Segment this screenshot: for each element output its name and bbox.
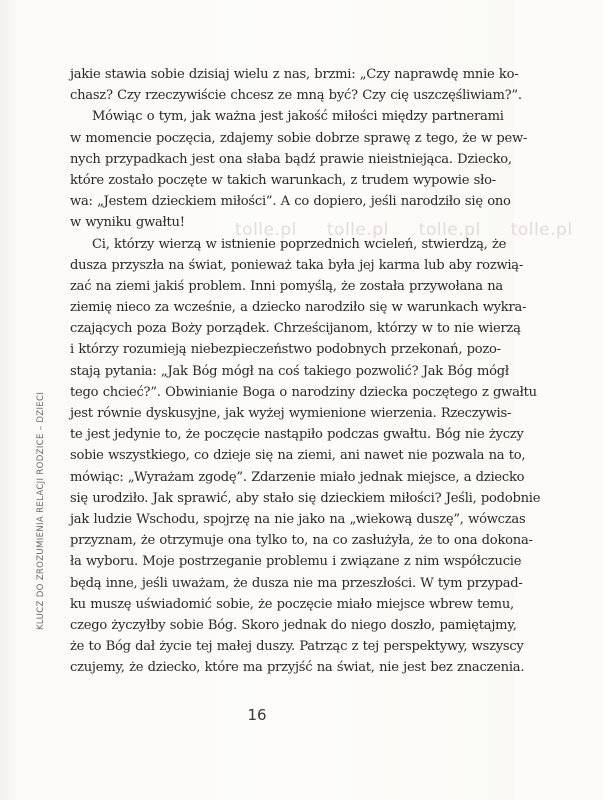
text-line: tego chcieć?”. Obwinianie Boga o narodziny dziecka poczętego z gwałtu	[70, 384, 537, 400]
text-line: czujemy, że dziecko, które ma przyjść na świat, nie jest bez znaczenia.	[70, 660, 525, 676]
watermark-text: tolle.pl	[235, 220, 297, 240]
page-number: 16	[247, 706, 267, 724]
text-line: jak ludzie Wschodu, spojrzę na nie jako na „wiekową duszę”, wówczas	[70, 511, 526, 527]
text-line: wa: „Jestem dzieckiem miłości”. A co dopiero, jeśli narodziło się ono	[70, 194, 511, 210]
text-line: chasz? Czy rzeczywiście chcesz ze mną być? Czy cię uszczęśliwiam?”.	[70, 88, 522, 104]
text-line: sobie wszystkiego, co dzieje się na ziemi, ani nawet nie pozwala na to,	[70, 448, 526, 464]
watermark-text: tolle.pl	[326, 220, 389, 240]
text-line: stają pytania: „Jak Bóg mógł na coś takiego pozwolić? Jak Bóg mógł	[70, 363, 509, 379]
text-line: w wyniku gwałtu!	[70, 215, 185, 231]
text-line: dusza przyszła na świat, ponieważ taka była jej karma lub aby rozwią-	[70, 257, 523, 273]
watermark-text: tolle.pl	[418, 220, 481, 240]
text-line: Ci, którzy wierzą w istnienie poprzednich wcieleń, stwierdzą, że	[92, 236, 507, 252]
text-line: że to Bóg dał życie tej małej duszy. Patrząc z tej perspektywy, wszyscy	[70, 639, 524, 655]
text-line: przyznam, że otrzymuje ona tylko to, na co zasłużyła, że to ona dokona-	[70, 533, 533, 549]
running-side-title: KLUCZ DO ZROZUMIENIA RELACJI RODZICE – DZIECI	[36, 391, 46, 630]
text-line: nych przypadkach jest ona słaba bądź prawie nieistniejąca. Dziecko,	[70, 151, 512, 167]
text-line: mówiąc: „Wyrażam zgodę”. Zdarzenie miało jednak miejsce, a dziecko	[70, 469, 525, 485]
text-line: czających poza Boży porządek. Chrześcijanom, którzy w to nie wierzą	[70, 321, 521, 337]
text-line: Mówiąc o tym, jak ważna jest jakość miłości między partnerami	[92, 109, 504, 125]
text-line: ziemię nieco za wcześnie, a dziecko narodziło się w warunkach wykra-	[70, 300, 527, 316]
text-line: ła wyboru. Moje postrzeganie problemu i związane z nim współczucie	[70, 554, 522, 570]
text-line: które zostało poczęte w takich warunkach, z trudem wypowie sło-	[70, 172, 496, 188]
text-line: się urodziło. Jak sprawić, aby stało się dzieckiem miłości? Jeśli, podobnie	[70, 490, 541, 506]
text-line: zać na ziemi jakiś problem. Inni pomyślą, że została przywołana na	[70, 278, 503, 294]
text-line: jest równie dyskusyjne, jak wyżej wymienione wierzenia. Rzeczywis-	[70, 406, 512, 421]
text-line: ku muszę uświadomić sobie, że poczęcie miało miejsce wbrew temu,	[70, 596, 514, 612]
body-text	[70, 64, 541, 678]
text-line: jakie stawia sobie dzisiaj wielu z nas, brzmi: „Czy naprawdę mnie ko-	[70, 67, 519, 82]
text-line: w momencie poczęcia, zdajemy sobie dobrze sprawę z tego, że w pew-	[70, 130, 528, 146]
text-line: czego życzyłby sobie Bóg. Skoro jednak do niego doszło, pamiętajmy,	[70, 617, 517, 633]
text-line: i którzy rozumieją niebezpieczeństwo podobnych przekonań, pozo-	[70, 342, 501, 358]
text-line: te jest jedynie to, że poczęcie nastąpiło podczas gwałtu. Bóg nie życzy	[70, 427, 524, 443]
watermark-text: tolle.pl	[510, 220, 573, 240]
text-line: będą inne, jeśli uważam, że dusza nie ma przeszłości. W tym przypad-	[70, 575, 523, 591]
